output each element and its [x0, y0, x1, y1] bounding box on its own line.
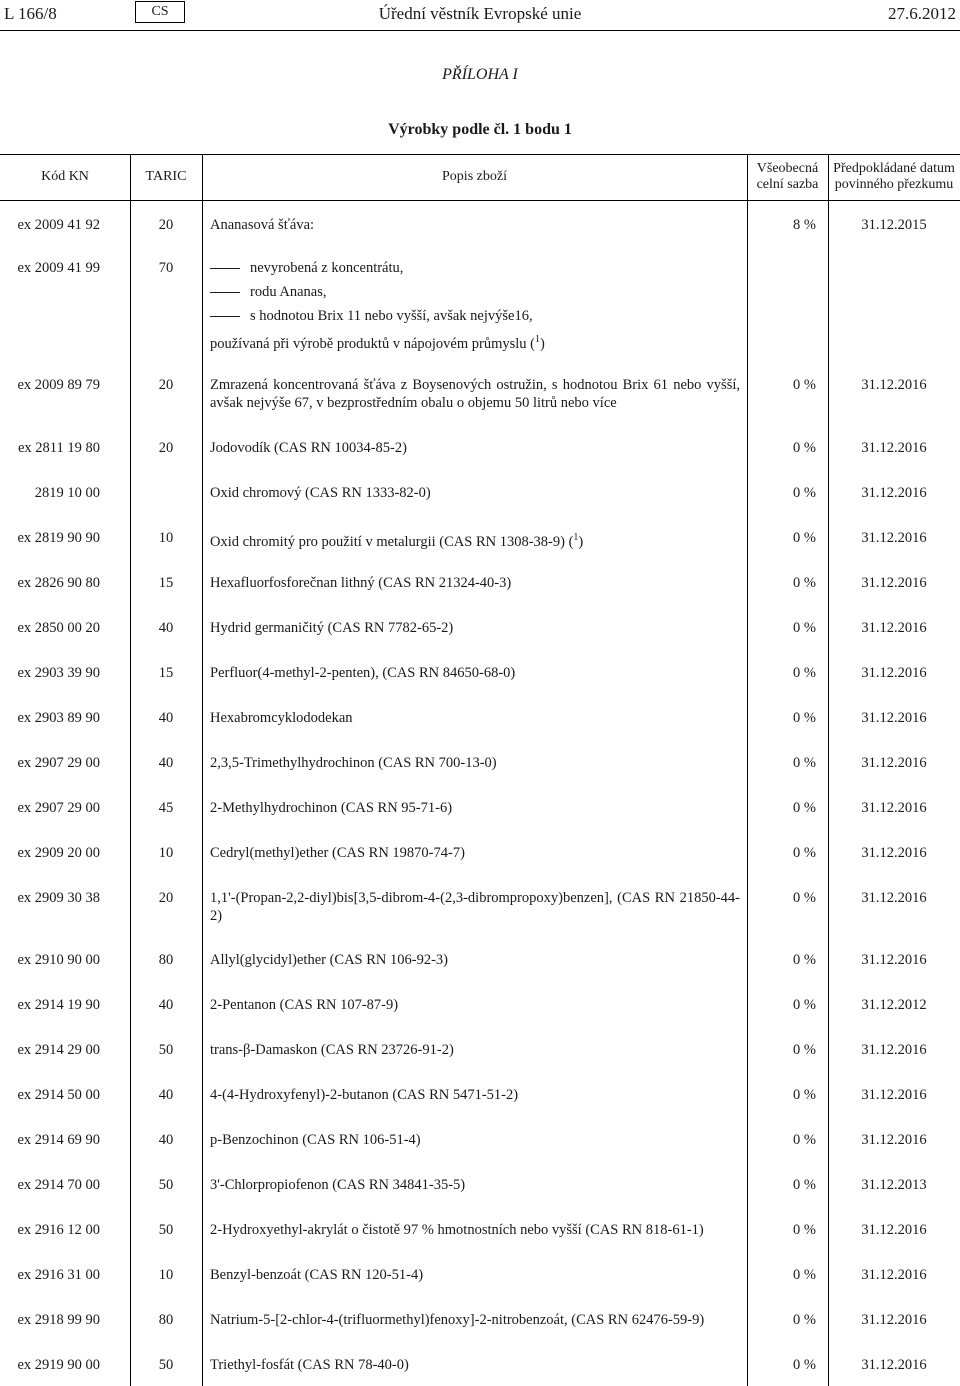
cell-description [210, 1086, 740, 1104]
footnote-ref: 1 [573, 532, 579, 543]
cell-review-date: 31.12.2016 [861, 377, 927, 393]
cell-description [210, 799, 740, 817]
cell-taric: 40 [158, 1087, 174, 1103]
description-text: Ananasová šťáva: [210, 217, 315, 233]
cell-duty-rate: 0 % [793, 485, 816, 501]
cell-description [210, 844, 740, 862]
cell-review-date: 31.12.2016 [861, 485, 927, 501]
cell-duty-rate: 0 % [793, 755, 816, 771]
cell-duty-rate: 0 % [793, 575, 816, 591]
cell-duty-rate: 0 % [793, 1087, 816, 1103]
cell-taric: 15 [158, 665, 174, 681]
description-text: Perfluor(4-methyl-2-penten), (CAS RN 84650-68-0) [210, 665, 516, 681]
cell-description [210, 889, 740, 925]
cell-duty-rate: 0 % [793, 890, 816, 906]
publication-date: 27.6.2012 [888, 4, 956, 23]
cell-taric: 20 [158, 440, 174, 456]
description-text: 2,3,5-Trimethylhydrochinon (CAS RN 700-13-0) [210, 755, 497, 771]
cell-kn-code: ex 2903 89 90 [17, 710, 100, 726]
cell-duty-rate: 0 % [793, 1177, 816, 1193]
journal-title: Úřední věstník Evropské unie [378, 4, 582, 23]
cell-description [210, 256, 740, 356]
em-dash-mark [210, 292, 240, 293]
cell-kn-code: ex 2914 70 00 [17, 1177, 100, 1193]
cell-kn-code: ex 2918 99 90 [17, 1312, 100, 1328]
cell-kn-code: ex 2916 12 00 [17, 1222, 100, 1238]
cell-taric: 80 [158, 1312, 174, 1328]
description-dash-line [210, 304, 740, 328]
cell-taric: 20 [158, 890, 174, 906]
cell-kn-code: ex 2811 19 80 [17, 440, 100, 456]
cell-kn-code: ex 2914 19 90 [17, 997, 100, 1013]
description-text: Jodovodík (CAS RN 10034-85-2) [210, 440, 407, 456]
cell-review-date: 31.12.2016 [861, 710, 927, 726]
col-header-review-date [828, 154, 960, 200]
cell-kn-code: ex 2914 29 00 [17, 1042, 100, 1058]
cell-review-date: 31.12.2015 [861, 217, 927, 233]
col-header-duty-line1: Všeobecná [756, 161, 819, 176]
description-text: s hodnotou Brix 11 nebo vyšší, avšak nejvýše16, [250, 308, 533, 324]
description-text: Triethyl-fosfát (CAS RN 78-40-0) [210, 1357, 409, 1373]
language-code: CS [135, 1, 185, 23]
cell-description [210, 996, 740, 1014]
col-header-desc: Popis zboží [442, 169, 507, 184]
cell-taric: 40 [158, 997, 174, 1013]
description-text: 1,1'-(Propan-2,2-diyl)bis[3,5-dibrom-4-(2,3-dibrompropoxy)benzen], (CAS RN 21850-44-2) [210, 890, 740, 924]
page-header [0, 0, 960, 30]
cell-kn-code: ex 2009 41 92 [17, 217, 100, 233]
description-text: Allyl(glycidyl)ether (CAS RN 106-92-3) [210, 952, 449, 968]
cell-kn-code: ex 2903 39 90 [17, 665, 100, 681]
cell-taric: 50 [158, 1177, 174, 1193]
footnote-close: ) [578, 533, 584, 550]
description-text: Oxid chromitý pro použití v metalurgii (CAS RN 1308-38-9) ( [210, 533, 574, 550]
cell-description [210, 439, 740, 457]
cell-description [210, 1356, 740, 1374]
cell-taric: 50 [158, 1222, 174, 1238]
table-header [0, 154, 960, 200]
description-tail [210, 328, 740, 356]
cell-taric: 80 [158, 952, 174, 968]
cell-duty-rate: 0 % [793, 620, 816, 636]
cell-description [210, 664, 740, 682]
cell-review-date: 31.12.2016 [861, 755, 927, 771]
cell-review-date: 31.12.2016 [861, 665, 927, 681]
cell-taric: 45 [158, 800, 174, 816]
cell-taric: 50 [158, 1042, 174, 1058]
cell-description [210, 619, 740, 637]
cell-description [210, 709, 740, 727]
cell-duty-rate: 0 % [793, 1042, 816, 1058]
cell-description [210, 1266, 740, 1284]
description-text: nevyrobená z koncentrátu, [250, 260, 404, 276]
cell-kn-code: ex 2907 29 00 [17, 755, 100, 771]
cell-description [210, 376, 740, 412]
cell-review-date: 31.12.2016 [861, 530, 927, 546]
cell-taric: 40 [158, 620, 174, 636]
cell-description [210, 529, 740, 551]
col-header-duty-line2: celní sazba [756, 177, 819, 192]
cell-review-date: 31.12.2016 [861, 1132, 927, 1148]
cell-kn-code: ex 2907 29 00 [17, 800, 100, 816]
cell-review-date: 31.12.2016 [861, 1087, 927, 1103]
description-text: 2-Methylhydrochinon (CAS RN 95-71-6) [210, 800, 453, 816]
cell-duty-rate: 0 % [793, 665, 816, 681]
col-header-taric: TARIC [145, 169, 187, 184]
cell-kn-code: ex 2826 90 80 [17, 575, 100, 591]
em-dash-mark [210, 316, 240, 317]
cell-kn-code: ex 2916 31 00 [17, 1267, 100, 1283]
description-text: p-Benzochinon (CAS RN 106-51-4) [210, 1132, 421, 1148]
col-header-date-line2: povinného přezkumu [834, 177, 954, 192]
cell-kn-code: ex 2009 89 79 [17, 377, 100, 393]
page-reference: L 166/8 [4, 4, 57, 23]
description-text: Zmrazená koncentrovaná šťáva z Boysenových ostružin, s hodnotou Brix 61 nebo vyšší, avšak nejvýše 67, v bezprostředním obalu o objemu 50 litrů nebo více [210, 377, 740, 411]
description-text: Hexabromcyklododekan [210, 710, 353, 726]
cell-duty-rate: 0 % [793, 1222, 816, 1238]
description-text: Cedryl(methyl)ether (CAS RN 19870-74-7) [210, 845, 465, 861]
cell-taric: 40 [158, 1132, 174, 1148]
col-header-duty [747, 154, 828, 200]
cell-review-date: 31.12.2016 [861, 1357, 927, 1373]
cell-review-date: 31.12.2016 [861, 1222, 927, 1238]
cell-taric: 40 [158, 755, 174, 771]
description-text: 2-Hydroxyethyl-akrylát o čistotě 97 % hmotnostních nebo vyšší (CAS RN 818-61-1) [210, 1222, 704, 1238]
cell-duty-rate: 8 % [793, 217, 816, 233]
cell-description [210, 216, 740, 234]
cell-duty-rate: 0 % [793, 1312, 816, 1328]
cell-taric: 15 [158, 575, 174, 591]
description-text: 4-(4-Hydroxyfenyl)-2-butanon (CAS RN 5471-51-2) [210, 1087, 519, 1103]
cell-description [210, 754, 740, 772]
description-dash-line [210, 280, 740, 304]
cell-review-date: 31.12.2016 [861, 845, 927, 861]
footnote-ref: 1 [534, 334, 540, 345]
cell-duty-rate: 0 % [793, 952, 816, 968]
cell-duty-rate: 0 % [793, 377, 816, 393]
cell-kn-code: ex 2909 30 38 [17, 890, 100, 906]
cell-kn-code: ex 2909 20 00 [17, 845, 100, 861]
cell-description [210, 1131, 740, 1149]
col-header-date-line1: Předpokládané datum [833, 161, 955, 176]
description-text: Oxid chromový (CAS RN 1333-82-0) [210, 485, 431, 501]
description-text: Hydrid germaničitý (CAS RN 7782-65-2) [210, 620, 454, 636]
table-header-rule [0, 200, 960, 201]
cell-taric: 40 [158, 710, 174, 726]
cell-kn-code: ex 2009 41 99 [17, 260, 100, 276]
description-text: 2-Pentanon (CAS RN 107-87-9) [210, 997, 399, 1013]
col-header-kn: Kód KN [41, 169, 89, 184]
cell-description [210, 1041, 740, 1059]
cell-duty-rate: 0 % [793, 1267, 816, 1283]
description-dash-line [210, 256, 740, 280]
cell-kn-code: ex 2910 90 00 [17, 952, 100, 968]
cell-review-date: 31.12.2016 [861, 890, 927, 906]
cell-description [210, 951, 740, 969]
cell-review-date: 31.12.2016 [861, 620, 927, 636]
cell-taric: 70 [158, 260, 174, 276]
cell-kn-code: ex 2850 00 20 [17, 620, 100, 636]
cell-duty-rate: 0 % [793, 800, 816, 816]
cell-duty-rate: 0 % [793, 845, 816, 861]
description-text: Natrium-5-[2-chlor-4-(trifluormethyl)fenoxy]-2-nitrobenzoát, (CAS RN 62476-59-9) [210, 1312, 705, 1328]
header-rule [0, 30, 960, 31]
annex-title: PŘÍLOHA I [442, 66, 518, 83]
cell-description [210, 1176, 740, 1194]
cell-review-date: 31.12.2013 [861, 1177, 927, 1193]
cell-review-date: 31.12.2016 [861, 1312, 927, 1328]
cell-review-date: 31.12.2016 [861, 1042, 927, 1058]
cell-taric: 20 [158, 217, 174, 233]
cell-kn-code: 2819 10 00 [34, 485, 100, 501]
description-text: Hexafluorfosforečnan lithný (CAS RN 21324-40-3) [210, 575, 512, 591]
cell-taric: 10 [158, 1267, 174, 1283]
footnote-close: ) [539, 335, 545, 352]
cell-kn-code: ex 2914 50 00 [17, 1087, 100, 1103]
cell-kn-code: ex 2914 69 90 [17, 1132, 100, 1148]
cell-taric: 10 [158, 845, 174, 861]
description-text: trans-β-Damaskon (CAS RN 23726-91-2) [210, 1042, 454, 1058]
cell-review-date: 31.12.2016 [861, 952, 927, 968]
cell-duty-rate: 0 % [793, 710, 816, 726]
cell-review-date: 31.12.2016 [861, 440, 927, 456]
cell-taric: 10 [158, 530, 174, 546]
description-text: rodu Ananas, [250, 284, 327, 300]
em-dash-mark [210, 268, 240, 269]
cell-taric: 20 [158, 377, 174, 393]
cell-kn-code: ex 2819 90 90 [17, 530, 100, 546]
cell-review-date: 31.12.2012 [861, 997, 927, 1013]
cell-review-date: 31.12.2016 [861, 800, 927, 816]
description-text: 3'-Chlorpropiofenon (CAS RN 34841-35-5) [210, 1177, 466, 1193]
cell-description [210, 574, 740, 592]
cell-duty-rate: 0 % [793, 530, 816, 546]
cell-review-date: 31.12.2016 [861, 575, 927, 591]
cell-description [210, 1221, 740, 1239]
cell-review-date: 31.12.2016 [861, 1267, 927, 1283]
description-text: Benzyl-benzoát (CAS RN 120-51-4) [210, 1267, 424, 1283]
table-subtitle: Výrobky podle čl. 1 bodu 1 [388, 121, 572, 138]
cell-duty-rate: 0 % [793, 1132, 816, 1148]
cell-kn-code: ex 2919 90 00 [17, 1357, 100, 1373]
description-text: používaná při výrobě produktů v nápojovém průmyslu ( [210, 335, 535, 352]
cell-description [210, 484, 740, 502]
cell-taric: 50 [158, 1357, 174, 1373]
cell-description [210, 1311, 740, 1329]
col-divider [202, 154, 203, 1386]
cell-duty-rate: 0 % [793, 440, 816, 456]
cell-duty-rate: 0 % [793, 1357, 816, 1373]
cell-duty-rate: 0 % [793, 997, 816, 1013]
